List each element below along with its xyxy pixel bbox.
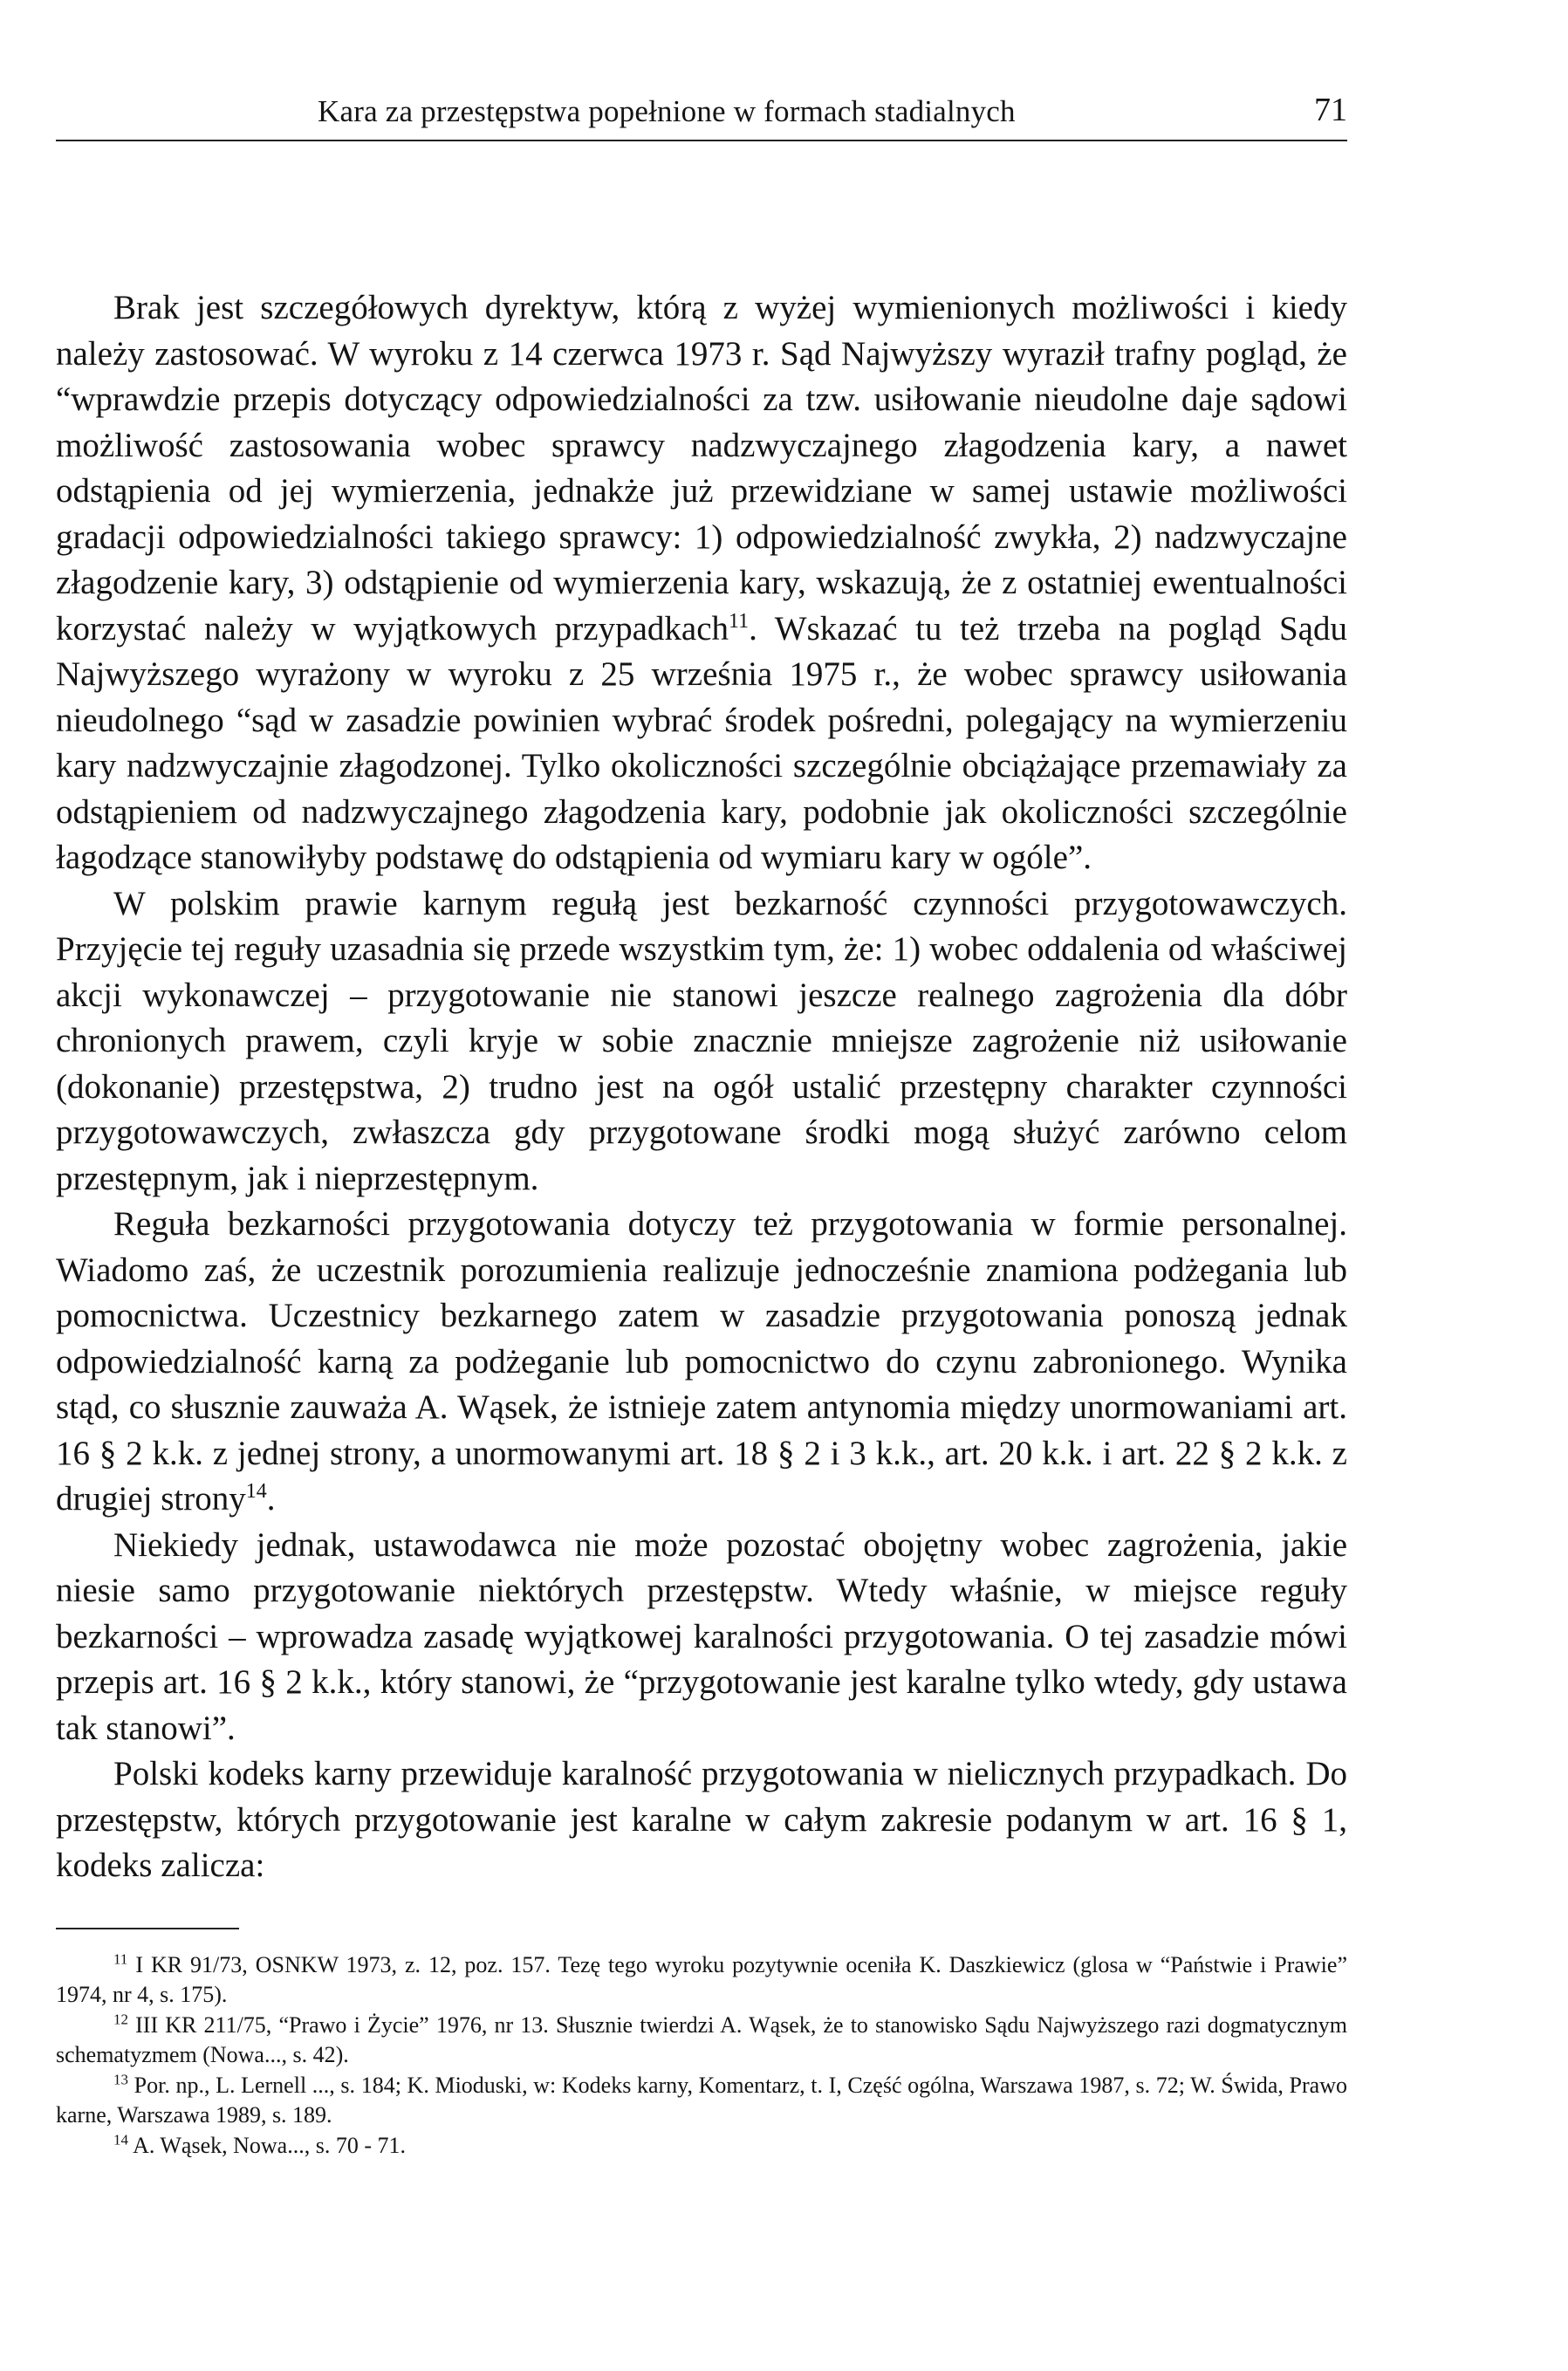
- paragraph: [56, 881, 1347, 1203]
- paragraph: [56, 1202, 1347, 1523]
- footnote-ref: 14: [245, 1480, 267, 1503]
- page-number: 71: [1314, 92, 1347, 128]
- footnote-divider: [56, 1928, 239, 1929]
- text-run: .: [1083, 839, 1092, 876]
- footnotes: [56, 1950, 1347, 2162]
- text-run: Reguła bezkarności przygotowania dotyczy też przygotowania w formie personalnej. Wiadomo zaś, że uczestnik porozumienia realizuje jednocześnie znamiona podżegania lub pomocnictwa. Uczestnicy bezkarnego zatem w zasadzie przygotowania ponoszą jednak odpowiedzialność karną za podżeganie lub pomocnictwo do czynu zabronionego. Wynika stąd, co słusznie zauważa A. Wąsek, że istnieje zatem antynomia między unormowaniami art. 16 § 2 k.k. z jednej strony, a unormowanymi art. 18 § 2 i 3 k.k., art. 20 k.k. i art. 22 § 2 k.k. z drugiej strony: [56, 1205, 1347, 1518]
- text-run: .: [266, 1480, 276, 1518]
- footnote-number: 11: [113, 1950, 128, 1967]
- footnote-number: 14: [113, 2130, 128, 2148]
- running-title: Kara za przestępstwa popełnione w formach stadialnych: [318, 94, 1016, 128]
- footnote-text: A. Wąsek, Nowa..., s. 70 - 71.: [128, 2132, 406, 2158]
- footnote: [56, 1950, 1347, 2011]
- paragraph: [56, 1751, 1347, 1889]
- running-header: [56, 87, 1347, 141]
- text-run: Brak jest szczegółowych dyrektyw, którą z wyżej wymienionych możliwości i kiedy należy zastosować. W wyroku z 14 czerwca 1973 r. Sąd Najwyższy wyraził trafny pogląd, że “wprawdzie przepis dotyczący odpowiedzialności za tzw. usiłowanie nieudolne daje sądowi możliwość zastosowania wobec sprawcy nadzwyczajnego złagodzenia kary, a nawet odstąpienia od jej wymierzenia, jednakże już przewidziane w samej ustawie możliwości gradacji odpowiedzialności takiego sprawcy: 1) odpowiedzialność zwykła, 2) nadzwyczajne złagodzenie kary, 3) odstąpienie od wymierzenia kary, wskazują, że z ostatniej ewentualności korzystać należy w wyjątkowych przypadkach: [56, 289, 1347, 648]
- paragraph: [56, 285, 1347, 881]
- footnote-text: III KR 211/75, “Prawo i Życie” 1976, nr 13. Słusznie twierdzi A. Wąsek, że to stanowisko Sądu Najwyższego razi dogmatycznym schematyzmem (Nowa..., s. 42).: [56, 2011, 1347, 2067]
- footnote: [56, 2071, 1347, 2131]
- footnote-text: Por. np., L. Lernell ..., s. 184; K. Mioduski, w: Kodeks karny, Komentarz, t. I, Część ogólna, Warszawa 1987, s. 72; W. Świda, Prawo karne, Warszawa 1989, s. 189.: [56, 2072, 1347, 2128]
- footnote: [56, 2011, 1347, 2071]
- book-page: [56, 87, 1347, 2161]
- main-text: [56, 285, 1347, 1889]
- text-run: .: [530, 1159, 539, 1197]
- footnote-number: 12: [113, 2010, 128, 2027]
- footnote-text: I KR 91/73, OSNKW 1973, z. 12, poz. 157. Tezę tego wyroku pozytywnie oceniła K. Daszkiewicz (glosa w “Państwie i Prawie” 1974, nr 4, s. 175).: [56, 1951, 1347, 2007]
- paragraph: [56, 1523, 1347, 1752]
- footnote-number: 13: [113, 2070, 128, 2087]
- footnote: [56, 2131, 1347, 2162]
- text-run: Polski kodeks karny przewiduje karalność przygotowania w nielicznych przypadkach. Do przestępstw, których przygotowanie jest karalne w całym zakresie podanym w art. 16 § 1, kodeks zalicza:: [56, 1755, 1347, 1884]
- text-run: Niekiedy jednak, ustawodawca nie może pozostać obojętny wobec zagrożenia, jakie niesie samo przygotowanie niektórych przestępstw. Wtedy właśnie, w miejsce reguły bezkarności – wprowadza zasadę wyjątkowej karalności przygotowania. O tej zasadzie mówi przepis art. 16 § 2 k.k., który stanowi, że “przygotowanie jest karalne tylko wtedy, gdy ustawa tak stanowi”.: [56, 1525, 1347, 1747]
- text-run: W polskim prawie karnym regułą jest bezkarność czynności przygotowawczych. Przyjęcie tej reguły uzasadnia się przede wszystkim tym, że: 1) wobec oddalenia od właściwej akcji wykonawczej – przygotowanie nie stanowi jeszcze realnego zagrożenia dla dóbr chronionych prawem, czyli kryje w sobie znacznie mniejsze zagrożenie niż usiłowanie (dokonanie) przestępstwa, 2) trudno jest na ogół ustalić przestępny charakter czynności przygotowawczych, zwłaszcza gdy przygotowane środki mogą służyć zarówno celom przestępnym, jak i nieprzestępnym: [56, 884, 1347, 1197]
- text-run: . Wskazać tu też trzeba na pogląd Sądu Najwyższego wyrażony w wyroku z 25 września 1975 r., że wobec sprawcy usiłowania nieudolnego “sąd w zasadzie powinien wybrać środek pośredni, polegający na wymierzeniu kary nadzwyczajnie złagodzonej. Tylko okoliczności szczególnie obciążające przemawiały za odstąpieniem od nadzwyczajnego złagodzenia kary, podobnie jak okoliczności szczególnie łagodzące stanowiłyby podstawę do odstąpienia od wymiaru kary w ogóle”: [56, 609, 1347, 876]
- footnote-ref: 11: [729, 609, 750, 633]
